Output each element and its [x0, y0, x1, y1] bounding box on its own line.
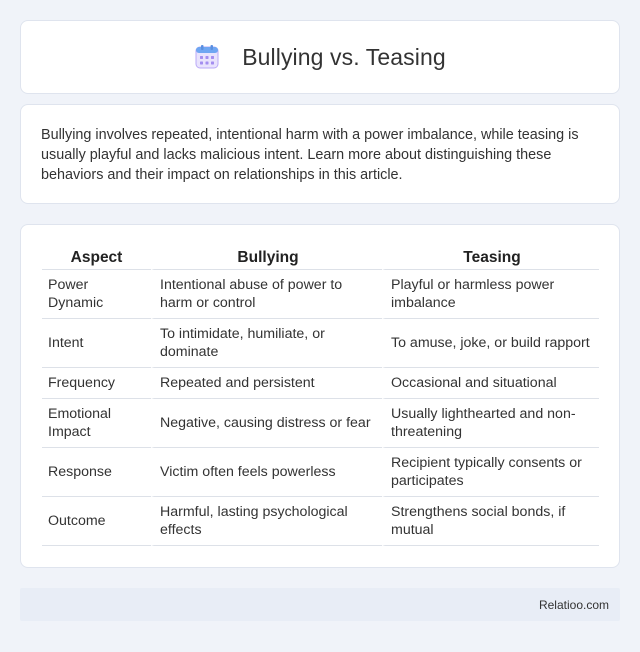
teasing-cell: Recipient typically consents or participates	[382, 448, 599, 497]
bullying-cell: Repeated and persistent	[151, 368, 382, 399]
footer	[20, 588, 620, 621]
bullying-cell: To intimidate, humiliate, or dominate	[151, 319, 382, 368]
bullying-cell: Intentional abuse of power to harm or control	[151, 270, 382, 319]
table-row	[42, 368, 599, 399]
aspect-cell: Power Dynamic	[42, 270, 151, 319]
comparison-table	[42, 245, 599, 546]
comparison-card	[20, 224, 620, 568]
table-row	[42, 497, 599, 546]
intro-card	[20, 104, 620, 204]
bullying-cell: Harmful, lasting psychological effects	[151, 497, 382, 546]
table-row	[42, 448, 599, 497]
teasing-cell: Usually lighthearted and non-threatening	[382, 399, 599, 448]
table-row	[42, 319, 599, 368]
teasing-cell: Strengthens social bonds, if mutual	[382, 497, 599, 546]
header-teasing: Teasing	[382, 245, 599, 270]
title-card	[20, 20, 620, 94]
calendar-icon	[194, 44, 220, 70]
table-row	[42, 399, 599, 448]
aspect-cell: Intent	[42, 319, 151, 368]
footer-site-link[interactable]: Relatioo.com	[538, 597, 609, 612]
teasing-cell: Occasional and situational	[382, 368, 599, 399]
table-header-row	[42, 245, 599, 270]
bullying-cell: Victim often feels powerless	[151, 448, 382, 497]
header-bullying: Bullying	[151, 245, 382, 270]
teasing-cell: To amuse, joke, or build rapport	[382, 319, 599, 368]
bullying-cell: Negative, causing distress or fear	[151, 399, 382, 448]
aspect-cell: Emotional Impact	[42, 399, 151, 448]
table-row	[42, 270, 599, 319]
aspect-cell: Response	[42, 448, 151, 497]
header-aspect: Aspect	[42, 245, 151, 270]
page-title: Bullying vs. Teasing	[242, 43, 446, 70]
intro-text: Bullying involves repeated, intentional harm with a power imbalance, while teasing is usually playful and lacks malicious intent. Learn more about distinguishing these behaviors and their impact on relationships in this article.	[41, 127, 579, 183]
aspect-cell: Frequency	[42, 368, 151, 399]
aspect-cell: Outcome	[42, 497, 151, 546]
teasing-cell: Playful or harmless power imbalance	[382, 270, 599, 319]
